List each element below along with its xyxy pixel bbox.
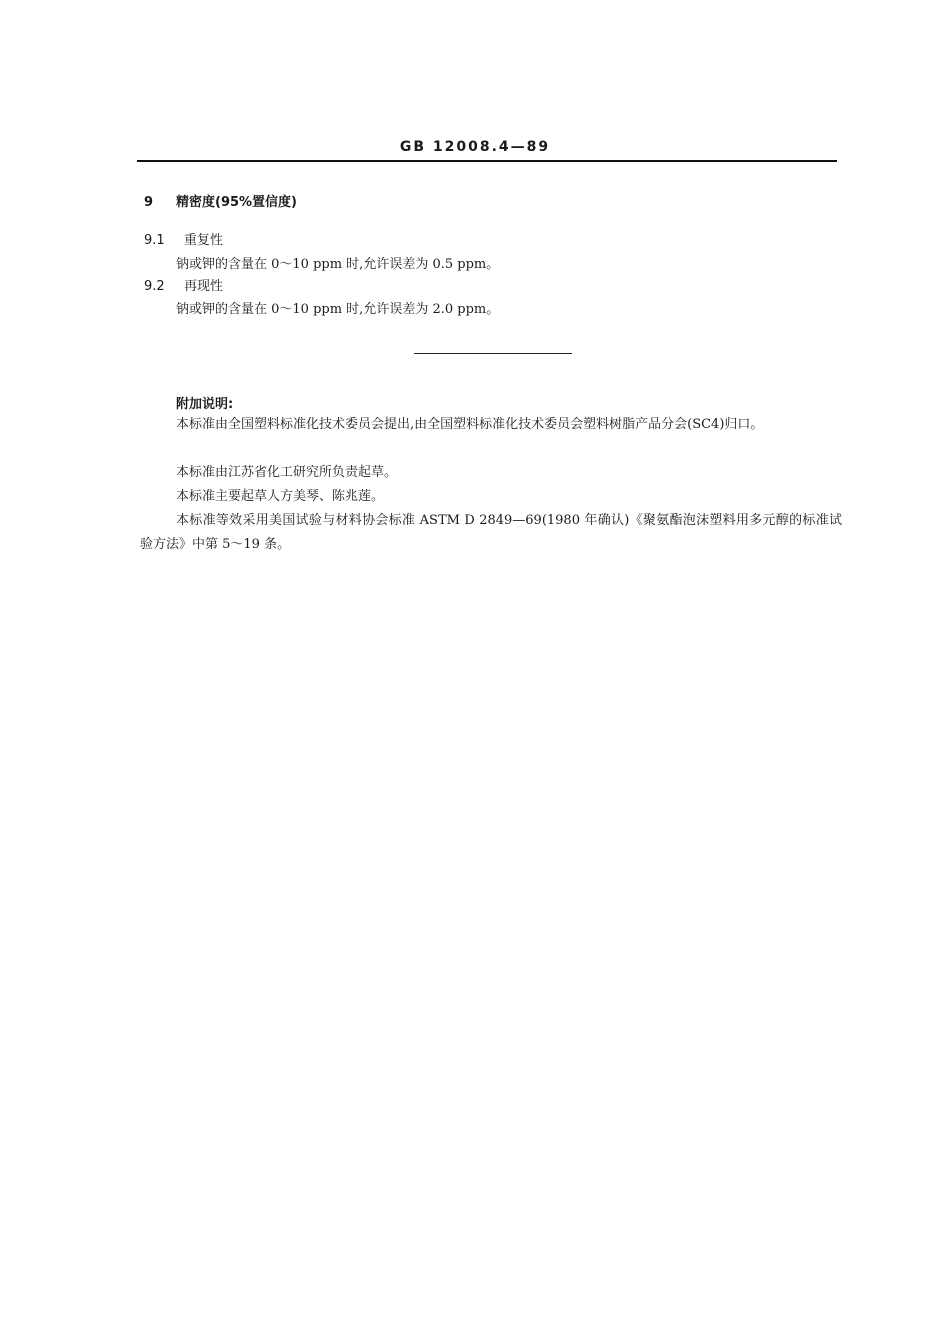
end-of-text-rule (414, 353, 572, 354)
section-9-heading (144, 194, 297, 212)
header-divider (137, 160, 837, 162)
subsection-9-1-text: 钠或钾的含量在 0～10 ppm 时,允许误差为 0.5 ppm。 (176, 257, 500, 272)
notes-paragraph: 本标准由江苏省化工研究所负责起草。 (176, 465, 398, 480)
subsection-number: 9.1 (144, 233, 165, 248)
subsection-title: 重复性 (184, 233, 224, 248)
subsection-9-2-heading (144, 278, 223, 296)
notes-paragraph: 本标准主要起草人方美琴、陈兆莲。 (176, 489, 385, 504)
subsection-number: 9.2 (144, 279, 165, 294)
subsection-9-2-text: 钠或钾的含量在 0～10 ppm 时,允许误差为 2.0 ppm。 (176, 302, 500, 317)
notes-heading: 附加说明: (176, 397, 234, 412)
standard-code-header: GB 12008.4—89 (399, 139, 551, 155)
subsection-9-1-heading (144, 232, 223, 250)
notes-paragraph: 本标准由全国塑料标准化技术委员会提出,由全国塑料标准化技术委员会塑料树脂产品分会(SC4)归口。 (176, 417, 764, 432)
section-number: 9 (144, 195, 154, 210)
notes-paragraph: 本标准等效采用美国试验与材料协会标准 ASTM D 2849—69(1980 年确认)《聚氨酯泡沫塑料用多元醇的标准试验方法》中第 5～19 条。 (140, 513, 842, 552)
subsection-title: 再现性 (184, 279, 224, 294)
section-title: 精密度(95%置信度) (176, 195, 297, 210)
